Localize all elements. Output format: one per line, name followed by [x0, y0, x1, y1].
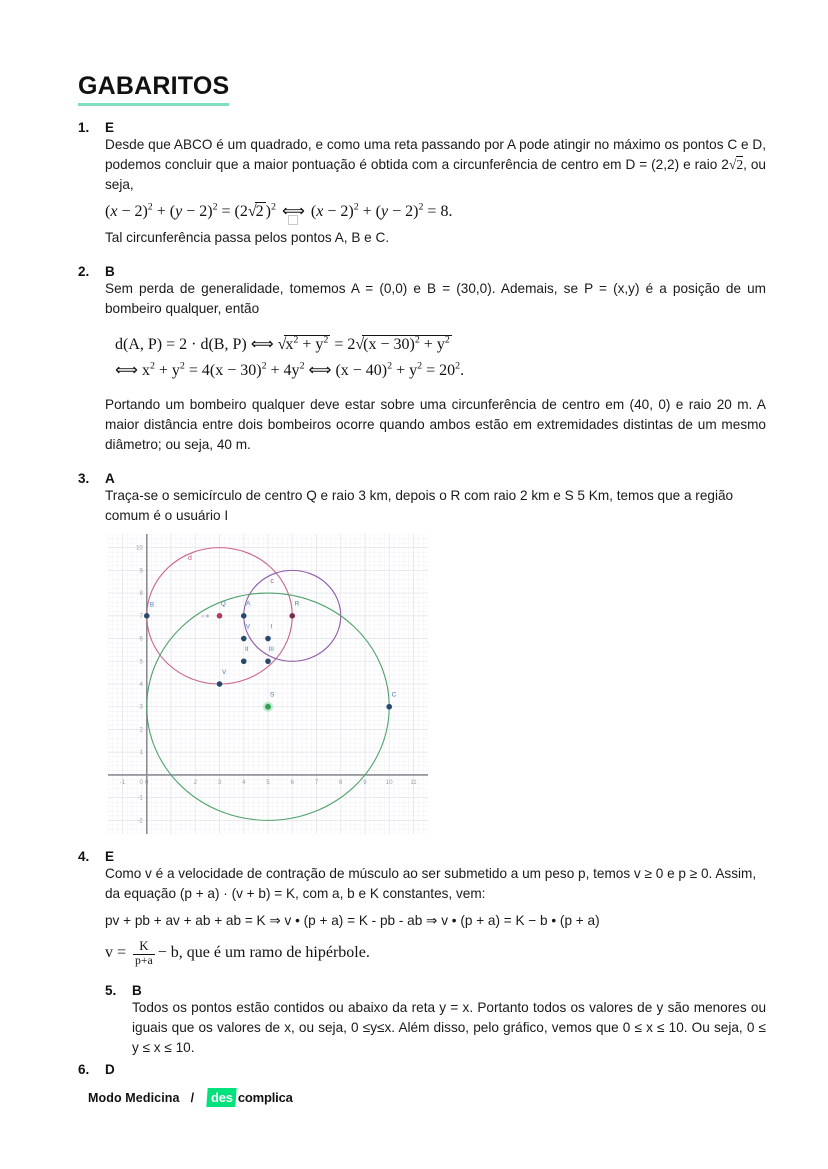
y-tick-label: 7 — [139, 614, 143, 621]
point-label-II: II — [244, 646, 249, 654]
point-I — [265, 636, 271, 642]
point-III — [265, 659, 271, 665]
answer-item-1 — [78, 120, 766, 248]
y-tick-label: 4 — [139, 682, 143, 689]
answer-item-4-fraction-equation — [105, 940, 766, 967]
answer-item-2-equation-line-1: d(A, P) = 2 · d(B, P) ⟺ $√x^2 + y^2 = 2√(x - 30)^2 + y^2$ — [115, 334, 450, 353]
answer-item-3-body — [105, 486, 766, 526]
answer-item-1-number: 1. — [78, 119, 90, 135]
point-Q — [217, 613, 223, 619]
fraction-numerator: K — [133, 940, 155, 954]
answer-item-2-body — [105, 279, 766, 455]
x-tick-label: 10 — [385, 780, 393, 787]
point-label-A: A — [246, 600, 251, 608]
x-tick-label: 6 — [290, 780, 294, 787]
logo-badge-text: des — [211, 1090, 233, 1105]
y-tick-label: -1 — [137, 796, 143, 803]
point-II — [241, 659, 247, 665]
point-label-V: V — [221, 669, 227, 677]
x-tick-label: 0 — [145, 780, 149, 787]
point-label-C: C — [391, 691, 397, 699]
answer-item-2-equation-line-2: ⟺ $x^2 + y^2 = 4(x - 30)^2 + 4y^2$ ⟺ $(x - 40)^2 + y^2 = 20^2$. — [115, 360, 465, 379]
answer-item-3-paragraph: Traça-se o semicírculo de centro Q e raio 3 km, depois o R com raio 2 km e S 5 Km, temos que a região comum é o usuário I — [105, 488, 734, 524]
footer-separator: / — [190, 1090, 195, 1105]
point-A — [241, 613, 247, 619]
answer-item-2-number: 2. — [78, 263, 90, 279]
circles-intersection-chart — [108, 534, 428, 834]
x-tick-label: 5 — [266, 780, 270, 787]
x-tick-label: -1 — [119, 780, 126, 787]
point-R — [289, 613, 295, 619]
point-C — [386, 704, 392, 710]
answer-item-2-letter: B — [105, 263, 115, 279]
answer-item-6-number: 6. — [78, 1062, 90, 1077]
answer-item-5 — [105, 983, 766, 1058]
page-title-row — [78, 72, 766, 110]
answer-item-2-header — [78, 264, 766, 279]
y-tick-label: -2 — [137, 818, 143, 825]
x-tick-label: 2 — [193, 780, 197, 787]
x-tick-label: 9 — [363, 780, 367, 787]
point-label-I: I — [270, 623, 273, 631]
answer-item-6-header — [78, 1062, 766, 1077]
logo-tail-text: complica — [237, 1090, 293, 1105]
circle-label-c: c — [270, 578, 274, 586]
answer-item-2-closing: Portando um bombeiro qualquer deve estar sobre uma circunferência de centro em (40, 0) e raio 20 m. A maior distância entre dois bombeiros ocorre quando ambos estão em extremidades distintas de um mesmo diâmetro; ou seja, 40 m. — [105, 396, 766, 452]
answer-item-4-letter: E — [105, 849, 115, 865]
y-tick-label: 9 — [139, 568, 143, 575]
geometry-graph — [108, 534, 766, 839]
fraction — [133, 940, 155, 967]
answer-item-5-number: 5. — [105, 983, 117, 999]
y-tick-label: 5 — [139, 659, 143, 666]
page-footer — [88, 1088, 293, 1107]
answer-item-5-body — [132, 998, 766, 1058]
y-tick-label: 10 — [136, 546, 143, 553]
y-tick-label: 2 — [139, 727, 143, 734]
answer-item-3 — [78, 471, 766, 839]
point-label-III: III — [268, 646, 274, 654]
descomplica-logo — [207, 1088, 293, 1107]
fraction-prefix: v = — [105, 944, 131, 962]
answer-item-4-equation: pv + pb + av + ab + ab = K ⇒ v • (p + a) = K - pb - ab ⇒ v • (p + a) = K − b • (p + a) — [105, 913, 600, 929]
point-S — [265, 704, 271, 710]
point-V — [241, 636, 247, 642]
point-label-R: R — [294, 600, 300, 608]
answer-item-5-header — [105, 983, 766, 998]
answer-item-2-paragraph: Sem perda de generalidade, tomemos A = (0,0) e B = (30,0). Ademais, se P = (x,y) é a posição de um bombeiro qualquer, então — [105, 280, 766, 316]
answer-item-4-body — [105, 864, 766, 967]
page-title: GABARITOS — [78, 72, 229, 106]
y-tick-label: 3 — [139, 705, 143, 712]
answer-item-1-body — [105, 135, 766, 248]
fraction-suffix: − b, que é um ramo de hipérbole. — [157, 944, 370, 962]
answer-item-6-letter: D — [105, 1062, 115, 1077]
fraction-denominator: p+a — [135, 953, 153, 967]
answer-item-4-paragraph: Como v é a velocidade de contração de músculo ao ser submetido a um peso p, temos v ≥ 0 e p ≥ 0. Assim, da equação (p + a) · (v + b) = K, com a, b e K constantes, vem: — [105, 866, 757, 902]
point-V — [217, 682, 223, 688]
y-tick-label: 6 — [139, 636, 143, 643]
answer-item-3-letter: A — [105, 471, 115, 487]
answer-item-1-paragraph: Desde que ABCO é um quadrado, e como uma reta passando por A pode atingir no máximo os pontos C e D, podemos concluir que a maior pontuação é obtida com a circunferência de centro em D = (2,2) e raio 2√2, ou seja, — [105, 136, 766, 192]
answer-item-4 — [78, 849, 766, 967]
extra-marker — [206, 615, 209, 618]
origin-label: 0 — [139, 780, 143, 787]
answer-item-5-letter: B — [132, 983, 142, 999]
answer-item-1-header — [78, 120, 766, 135]
point-label-S: S — [269, 691, 275, 699]
answer-item-5-paragraph: Todos os pontos estão contidos ou abaixo da reta y = x. Portanto todos os valores de y são menores ou iguais que os valores de x, ou seja, 0 ≤y≤x. Além disso, pelo gráfico, vemos que 0 ≤ x ≤ 10. Ou seja, 0 ≤ y ≤ x ≤ 10. — [132, 1000, 766, 1056]
logo-badge — [206, 1088, 236, 1107]
answer-item-1-closing: Tal circunferência passa pelos pontos A, B e C. — [105, 229, 390, 245]
answer-item-3-header — [78, 471, 766, 486]
x-tick-label: 11 — [410, 780, 417, 787]
footer-brand: Modo Medicina — [88, 1090, 180, 1105]
x-tick-label: 7 — [314, 780, 319, 787]
y-tick-label: 8 — [139, 591, 143, 598]
x-tick-label: 3 — [217, 780, 222, 787]
x-tick-label: 4 — [242, 780, 246, 787]
answer-item-2 — [78, 264, 766, 455]
point-label-B: B — [149, 601, 155, 609]
point-B — [144, 613, 150, 619]
point-label-Q: Q — [220, 600, 226, 608]
answer-item-3-number: 3. — [78, 471, 90, 487]
y-tick-label: 1 — [139, 750, 143, 757]
answer-item-4-number: 4. — [78, 849, 90, 865]
extra-marker-label: e — [201, 614, 205, 621]
x-tick-label: 8 — [339, 780, 343, 787]
circle-label-d: d — [188, 555, 192, 563]
point-label-V: V — [245, 623, 251, 631]
answer-item-4-header — [78, 849, 766, 864]
answer-item-6 — [78, 1062, 766, 1077]
answer-item-1-letter: E — [105, 119, 115, 135]
answer-item-1-equation: $(x - 2)^2 + (y - 2)^2 = (2√2$ )$^2$ ⟺ $(x - 2)^2 + (y - 2)^2 = 8$. — [105, 200, 766, 224]
